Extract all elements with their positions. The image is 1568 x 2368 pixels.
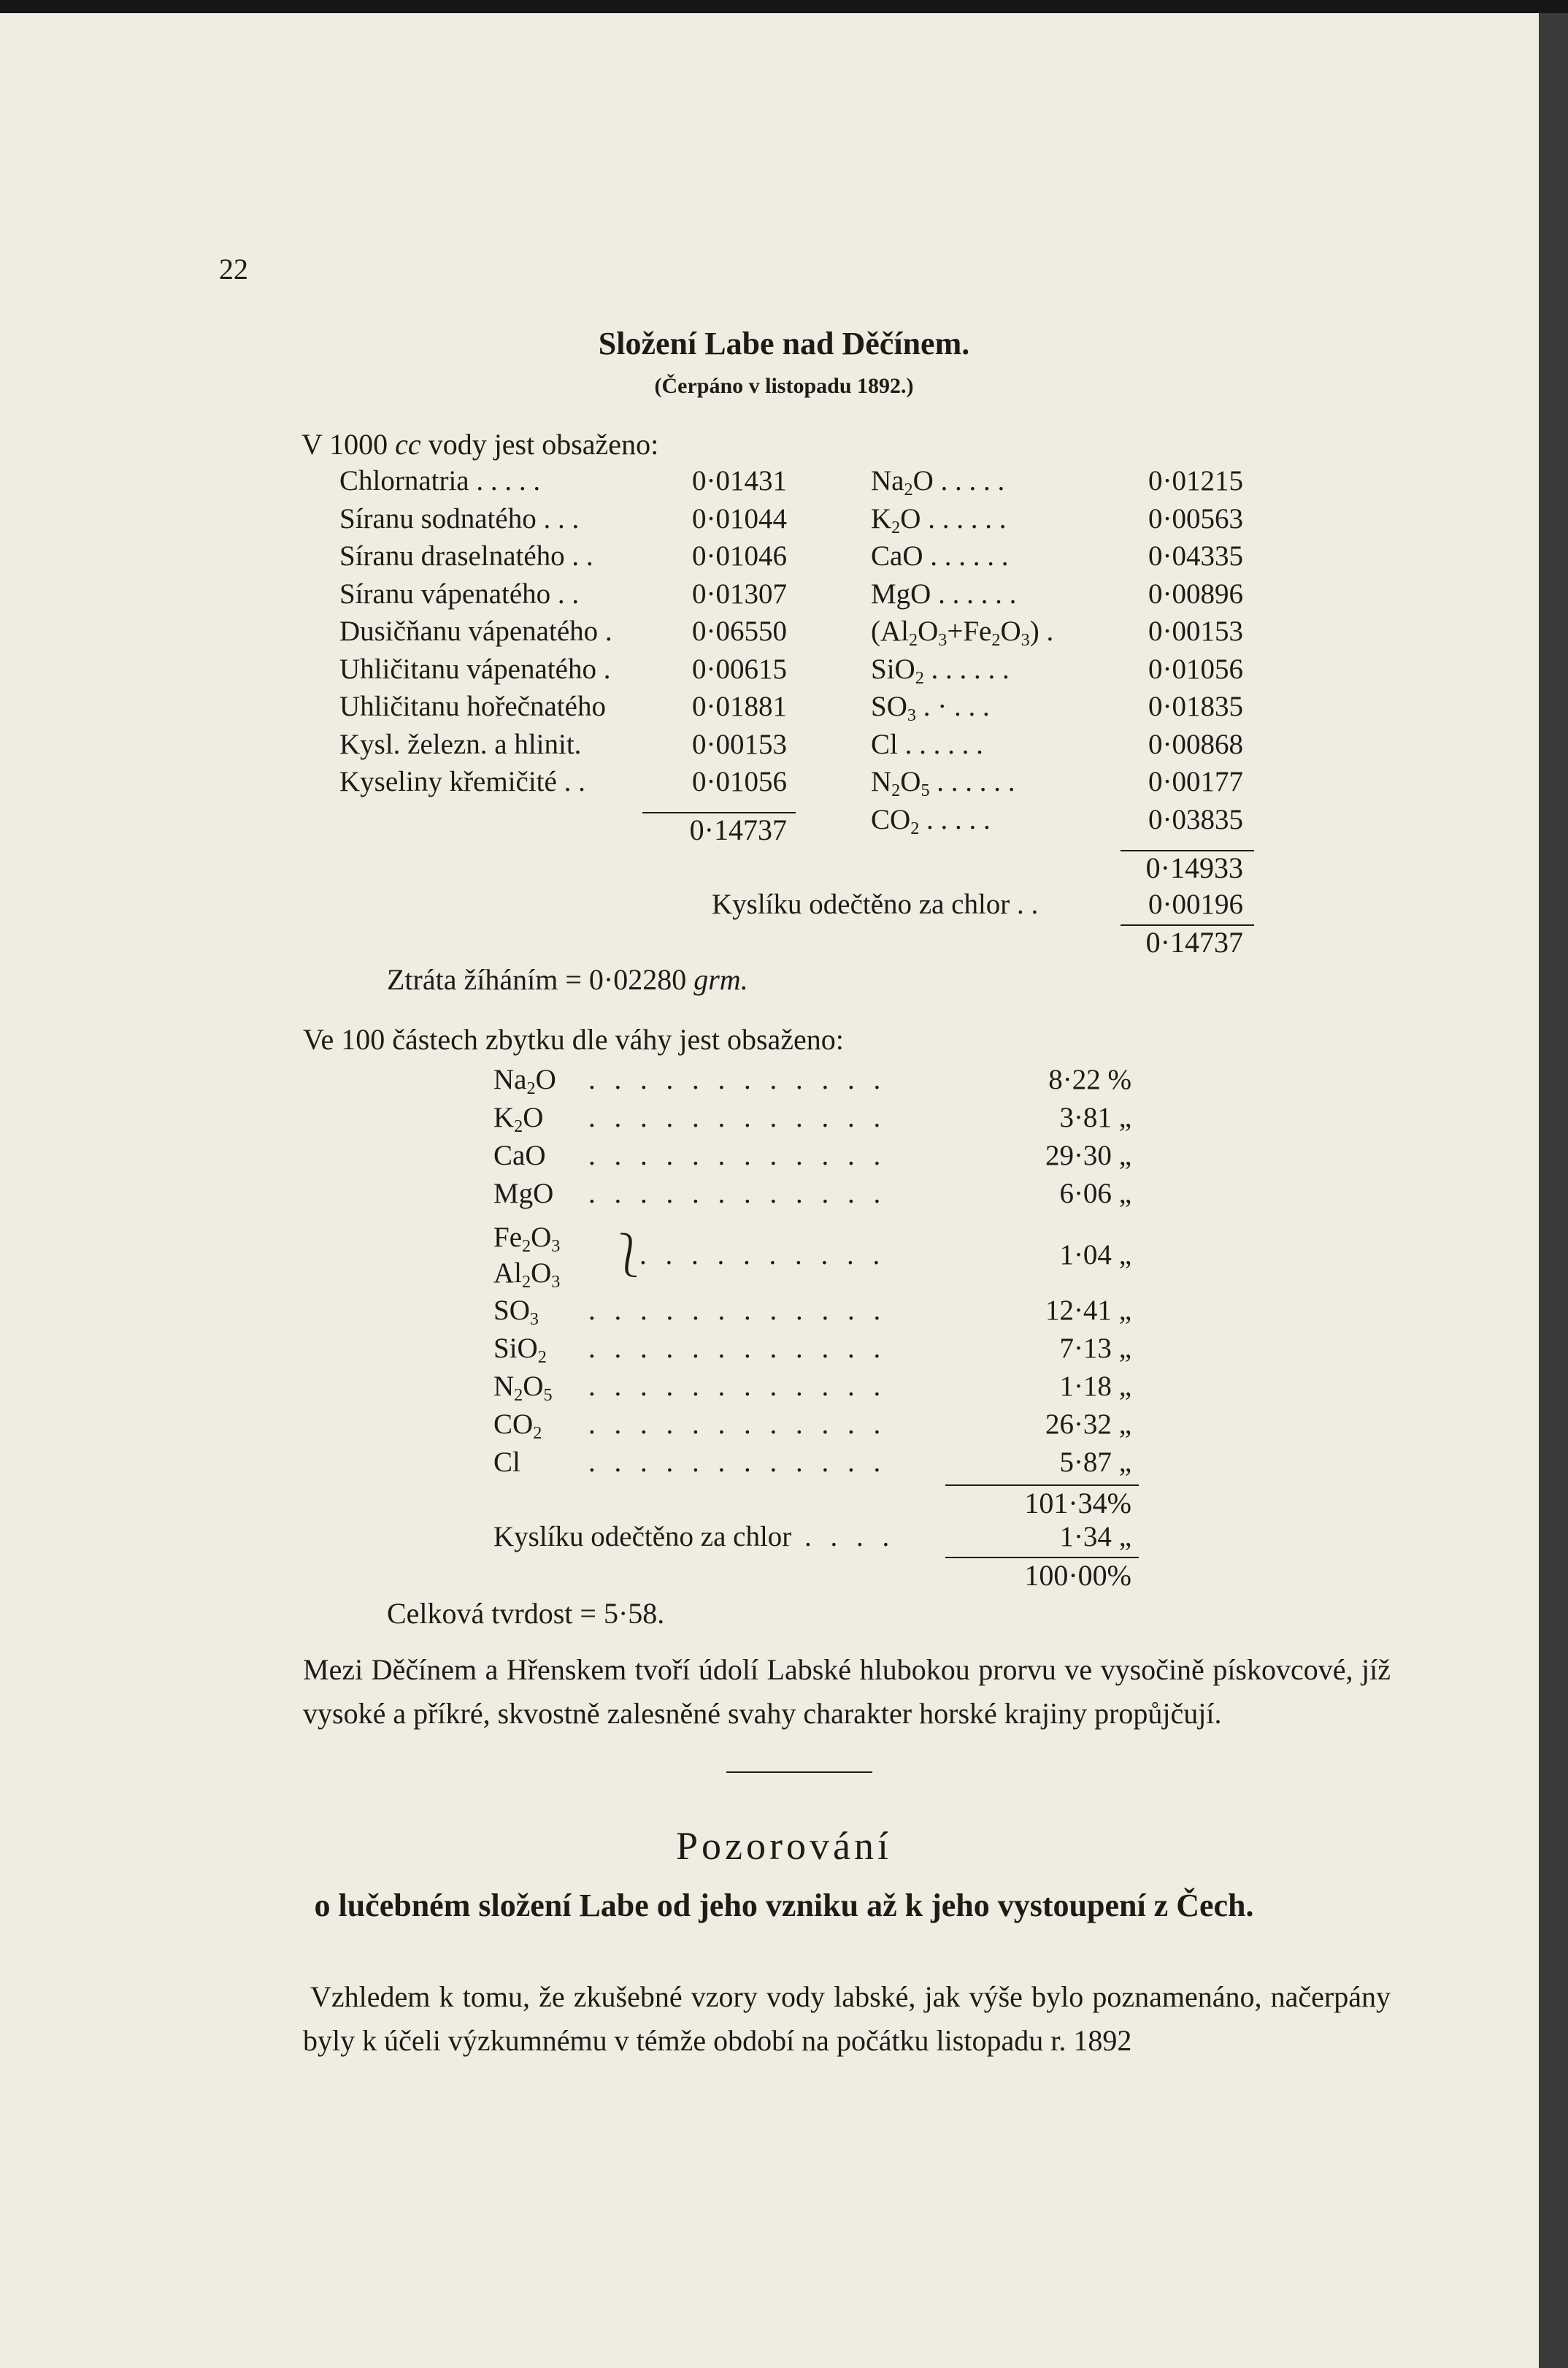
value-number: 5·87 bbox=[1059, 1447, 1112, 1478]
leader-dots: . . . . . . bbox=[923, 653, 1010, 685]
formula-subscript: 2 bbox=[891, 517, 901, 537]
right-net-total: 0·14737 bbox=[1145, 926, 1243, 959]
formula-part: Fe bbox=[493, 1222, 522, 1253]
residue-table-row bbox=[493, 1332, 1131, 1370]
value-unit: „ bbox=[1118, 1409, 1131, 1440]
leader-dots: . . . . . . bbox=[929, 766, 1015, 797]
formula-part: O bbox=[523, 1371, 544, 1402]
compound-name: Síranu sodnatého bbox=[339, 502, 537, 534]
residue-deduction-label: Kyslíku odečtěno za chlor bbox=[493, 1521, 792, 1552]
section-divider bbox=[726, 1771, 872, 1773]
formula-part: O bbox=[531, 1222, 552, 1253]
row-label bbox=[493, 1370, 553, 1406]
row-value bbox=[1059, 1370, 1131, 1403]
formula-subscript: 2 bbox=[514, 1116, 523, 1136]
row-label bbox=[339, 464, 540, 497]
row-label bbox=[493, 1332, 547, 1368]
row-value: 0·01046 bbox=[692, 540, 787, 572]
leader-dots: . . . . . bbox=[469, 465, 541, 497]
formula-part: (Al bbox=[871, 616, 909, 647]
section-subtitle: o lučebném složení Labe od jeho vzniku až k jeho vystoupení z Čech. bbox=[314, 1888, 1254, 1923]
row-label bbox=[871, 540, 1009, 572]
intro-unit: cc bbox=[395, 428, 421, 461]
loss-eq: = bbox=[558, 963, 589, 996]
row-value bbox=[1045, 1139, 1131, 1172]
formula-part: Na bbox=[493, 1064, 527, 1095]
residue-net-value: 100·00 bbox=[1024, 1559, 1107, 1592]
row-label bbox=[871, 464, 1004, 500]
leader-dots: . . bbox=[556, 766, 585, 797]
leader-dots: . . . . . . . . . . . . bbox=[588, 1295, 887, 1326]
leader-dots: . . . . . . . . . . . . bbox=[588, 1140, 887, 1171]
leader-dots: . . . . . . bbox=[897, 728, 983, 760]
value-unit: „ bbox=[1118, 1102, 1131, 1133]
value-unit: „ bbox=[1118, 1371, 1131, 1402]
formula-subscript: 2 bbox=[891, 780, 901, 800]
residue-table-row bbox=[493, 1221, 1131, 1294]
row-value bbox=[1045, 1294, 1131, 1327]
value-unit: „ bbox=[1118, 1239, 1131, 1271]
formula-subscript: 2 bbox=[904, 479, 913, 499]
hardness-line: Celková tvrdost = 5·58. bbox=[387, 1597, 665, 1630]
row-value: 0·01056 bbox=[692, 766, 787, 797]
leader-dots: . . . . . bbox=[933, 465, 1005, 497]
row-label bbox=[339, 540, 593, 572]
leader-dots: . . . . . . bbox=[923, 540, 1009, 572]
row-value bbox=[1045, 1408, 1131, 1441]
value-number: 8·22 bbox=[1048, 1064, 1101, 1095]
paragraph-2: Vzhledem k tomu, že zkušebné vzory vody labské, jak výše bylo poznamenáno, načerpány byly k účeli výzkumnému v témže období na počátku listopadu r. 1892 bbox=[303, 1980, 1391, 2057]
row-label bbox=[871, 803, 991, 839]
formula-subscript: 3 bbox=[551, 1235, 561, 1256]
right-table-row bbox=[871, 653, 1243, 691]
leader-dots: . bbox=[1039, 616, 1054, 647]
left-table-row bbox=[339, 690, 787, 728]
formula-part: O bbox=[535, 1064, 556, 1095]
row-label bbox=[493, 1101, 543, 1137]
leader-dots: . . . . . . . . . . . . bbox=[588, 1064, 887, 1095]
right-table-row bbox=[871, 765, 1243, 803]
right-deduction-value: 0·00196 bbox=[1148, 889, 1243, 920]
right-table-row bbox=[871, 615, 1243, 653]
row-value: 0·00563 bbox=[1148, 502, 1243, 534]
formula-part: O bbox=[900, 502, 921, 534]
leader-dots: . . . bbox=[536, 502, 580, 534]
right-deduction-dots: . . bbox=[1010, 889, 1039, 920]
formula-part: SO bbox=[493, 1295, 530, 1326]
compound-name: Kyseliny křemičité bbox=[339, 766, 557, 797]
residue-total-unit: % bbox=[1107, 1487, 1131, 1520]
formula-subscript: 3 bbox=[551, 1271, 561, 1292]
row-label bbox=[493, 1139, 546, 1172]
formula-part: MgO bbox=[493, 1178, 554, 1209]
formula-subscript: 5 bbox=[543, 1384, 553, 1405]
right-table-row bbox=[871, 578, 1243, 616]
row-value: 0·00615 bbox=[692, 653, 787, 685]
formula-subscript: 2 bbox=[522, 1235, 531, 1256]
row-label bbox=[493, 1063, 556, 1099]
row-value: 0·01431 bbox=[692, 465, 787, 497]
row-value: 0·00868 bbox=[1148, 728, 1243, 760]
residue-total-value: 101·34 bbox=[1024, 1487, 1107, 1520]
leader-dots: . . . . . . . . . . . . bbox=[588, 1333, 887, 1364]
leader-dots: . . . . . bbox=[919, 803, 991, 835]
row-label bbox=[493, 1294, 539, 1330]
value-number: 1·18 bbox=[1059, 1371, 1112, 1402]
value-number: 12·41 bbox=[1045, 1295, 1112, 1326]
value-unit: „ bbox=[1118, 1178, 1131, 1209]
loss-line bbox=[387, 962, 748, 997]
formula-part: O bbox=[918, 616, 939, 647]
row-label bbox=[871, 502, 1006, 538]
formula-part: +Fe bbox=[947, 616, 992, 647]
formula-part: K bbox=[871, 502, 892, 534]
row-label bbox=[339, 502, 579, 535]
left-table-row bbox=[339, 653, 787, 691]
loss-value: 0·02280 bbox=[588, 963, 687, 996]
formula-subscript: 2 bbox=[991, 629, 1001, 650]
formula-part: N bbox=[493, 1371, 515, 1402]
compound-name: Dusičňanu vápenatého bbox=[339, 616, 599, 647]
formula-subscript: 2 bbox=[910, 818, 920, 838]
row-label bbox=[493, 1221, 560, 1292]
row-value: 0·01881 bbox=[692, 691, 787, 722]
row-label bbox=[871, 653, 1010, 689]
formula-subscript: 2 bbox=[915, 667, 924, 688]
compound-name: Chlornatria bbox=[339, 465, 469, 497]
residue-table-row bbox=[493, 1063, 1131, 1101]
value-number: 26·32 bbox=[1045, 1409, 1112, 1440]
row-label bbox=[339, 653, 610, 686]
residue-net-total bbox=[945, 1558, 1131, 1593]
formula-subscript: 2 bbox=[526, 1078, 536, 1098]
section-title: Pozorování bbox=[676, 1824, 892, 1868]
formula-subscript: 3 bbox=[1021, 629, 1030, 650]
row-value bbox=[1059, 1101, 1131, 1134]
row-label bbox=[493, 1446, 520, 1479]
right-table-row bbox=[871, 690, 1243, 728]
leader-dots: . bbox=[598, 616, 612, 647]
leader-dots: . . . . . . . . . . . . bbox=[588, 1371, 887, 1402]
formula-part: O bbox=[1000, 616, 1021, 647]
leader-dots: . . . . . . . . . . . . bbox=[588, 1178, 887, 1209]
value-unit: „ bbox=[1118, 1295, 1131, 1326]
formula-part: CaO bbox=[493, 1140, 546, 1171]
right-total: 0·14933 bbox=[1145, 851, 1243, 884]
row-value bbox=[1059, 1177, 1131, 1210]
row-value: 0·00153 bbox=[1148, 616, 1243, 647]
residue-total bbox=[945, 1486, 1131, 1520]
compound-name: Uhličitanu vápenatého bbox=[339, 653, 596, 685]
row-label bbox=[339, 728, 581, 761]
formula-part: N bbox=[871, 766, 892, 797]
left-table-row bbox=[339, 765, 787, 803]
residue-table-row bbox=[493, 1139, 1131, 1177]
page-title: Složení Labe nad Děčínem. bbox=[598, 326, 970, 361]
row-value bbox=[1059, 1332, 1131, 1365]
value-number: 7·13 bbox=[1059, 1333, 1112, 1364]
right-table-row bbox=[871, 728, 1243, 766]
formula-part: SiO bbox=[493, 1333, 538, 1364]
residue-table-row bbox=[493, 1446, 1131, 1484]
formula-part: Cl bbox=[493, 1447, 520, 1478]
leader-dots: . bbox=[596, 653, 611, 685]
row-label bbox=[871, 765, 1015, 801]
left-table-row bbox=[339, 615, 787, 653]
formula-subscript: 5 bbox=[921, 780, 930, 800]
formula-part: Na bbox=[871, 465, 904, 497]
right-deduction-label: Kyslíku odečtěno za chlor bbox=[712, 889, 1010, 920]
left-table-row bbox=[339, 578, 787, 616]
row-value bbox=[1048, 1063, 1131, 1096]
row-value: 0·01835 bbox=[1148, 691, 1243, 722]
residue-table-row bbox=[493, 1177, 1131, 1215]
row-value: 0·01044 bbox=[692, 502, 787, 534]
row-label bbox=[339, 615, 612, 648]
row-label bbox=[871, 690, 990, 726]
row-value: 0·01215 bbox=[1148, 465, 1243, 497]
left-table-row bbox=[339, 728, 787, 766]
formula-part: CO bbox=[493, 1409, 534, 1440]
right-table-row bbox=[871, 540, 1243, 578]
residue-deduction-unit: „ bbox=[1118, 1521, 1131, 1552]
leader-dots: . . bbox=[564, 540, 593, 572]
leader-dots: . . . . . . . . . . . . bbox=[588, 1447, 887, 1478]
right-table-row bbox=[871, 803, 1243, 841]
formula-part: O bbox=[523, 1102, 544, 1133]
formula-part: SiO bbox=[871, 653, 915, 685]
formula-subscript: 3 bbox=[907, 705, 916, 725]
value-unit: „ bbox=[1118, 1333, 1131, 1364]
formula-part: Al bbox=[493, 1257, 522, 1289]
row-label bbox=[339, 690, 606, 723]
formula-subscript: 2 bbox=[522, 1271, 531, 1292]
leader-dots: . . . . . . . . . . . . bbox=[588, 1409, 887, 1440]
formula-subscript: 2 bbox=[514, 1384, 523, 1405]
row-value: 0·00153 bbox=[692, 728, 787, 760]
formula-line bbox=[493, 1257, 560, 1292]
leader-dots: . . . . . . bbox=[931, 578, 1017, 610]
compound-name: Síranu vápenatého bbox=[339, 578, 551, 610]
compound-name: Síranu draselnatého bbox=[339, 540, 565, 572]
row-label bbox=[493, 1177, 553, 1210]
leader-dots: . . . . . . . . . . . . bbox=[588, 1102, 887, 1133]
right-table-row bbox=[871, 502, 1243, 540]
row-label bbox=[871, 728, 983, 761]
residue-net-unit: % bbox=[1107, 1559, 1131, 1592]
residue-table-row bbox=[493, 1370, 1131, 1408]
row-value: 0·06550 bbox=[692, 616, 787, 647]
left-table-row bbox=[339, 540, 787, 578]
row-value: 0·00896 bbox=[1148, 578, 1243, 610]
residue-table-row bbox=[493, 1294, 1131, 1332]
row-value: 0·00177 bbox=[1148, 766, 1243, 797]
right-deduction-row bbox=[712, 888, 1243, 926]
row-value: 0·03835 bbox=[1148, 803, 1243, 835]
leader-dots: . . . . . . bbox=[921, 502, 1007, 534]
right-table-row bbox=[871, 464, 1243, 502]
leader-dots: . · . . . bbox=[915, 691, 990, 722]
value-unit: % bbox=[1107, 1064, 1131, 1095]
residue-intro: Ve 100 částech zbytku dle váhy jest obsaženo: bbox=[303, 1023, 844, 1056]
formula-subscript: 3 bbox=[529, 1308, 539, 1329]
row-value: 0·04335 bbox=[1148, 540, 1243, 572]
formula-part: Cl bbox=[871, 728, 898, 760]
value-number: 29·30 bbox=[1045, 1140, 1112, 1171]
formula-subscript: 2 bbox=[533, 1422, 542, 1443]
loss-label: Ztráta žíháním bbox=[387, 963, 558, 996]
formula-part: O bbox=[531, 1257, 552, 1289]
row-label bbox=[871, 615, 1053, 651]
leader-dots: . . bbox=[550, 578, 580, 610]
residue-table-row bbox=[493, 1408, 1131, 1446]
formula-part: ) bbox=[1029, 616, 1039, 647]
row-label bbox=[493, 1408, 542, 1444]
row-label bbox=[339, 765, 585, 798]
leader-dots: . . . . . . . . . . bbox=[639, 1239, 886, 1271]
value-number: 3·81 bbox=[1059, 1102, 1112, 1133]
formula-part: K bbox=[493, 1102, 515, 1133]
residue-deduction-row: Kyslíku odečtěno za chlor . . . . 1·34 „ bbox=[493, 1521, 1131, 1552]
value-unit: „ bbox=[1118, 1447, 1131, 1478]
formula-part: MgO bbox=[871, 578, 931, 610]
formula-subscript: 2 bbox=[909, 629, 918, 650]
formula-part: O bbox=[912, 465, 934, 497]
row-label bbox=[871, 578, 1016, 610]
formula-line bbox=[493, 1221, 560, 1257]
row-value: 0·01307 bbox=[692, 578, 787, 610]
row-value bbox=[1059, 1238, 1131, 1271]
residue-deduction-value: 1·34 bbox=[1059, 1521, 1112, 1552]
row-label bbox=[339, 578, 579, 610]
page-edge bbox=[1539, 13, 1568, 2368]
compound-name: Uhličitanu hořečnatého bbox=[339, 691, 606, 722]
left-table-row bbox=[339, 502, 787, 540]
page-subtitle: (Čerpáno v listopadu 1892.) bbox=[654, 374, 914, 398]
bracket-left: ⎱ bbox=[607, 1232, 650, 1279]
residue-table-row bbox=[493, 1101, 1131, 1139]
compound-name: Kysl. železn. a hlinit. bbox=[339, 728, 582, 760]
intro-suffix: vody jest obsaženo: bbox=[420, 428, 659, 461]
row-value bbox=[1059, 1446, 1131, 1479]
left-table-row bbox=[339, 464, 787, 502]
formula-part: CaO bbox=[871, 540, 923, 572]
formula-part: SO bbox=[871, 691, 907, 722]
value-number: 1·04 bbox=[1059, 1239, 1112, 1271]
intro-prefix: V 1000 bbox=[301, 428, 396, 461]
formula-part: CO bbox=[871, 803, 911, 835]
row-value: 0·01056 bbox=[1148, 653, 1243, 685]
value-unit: „ bbox=[1118, 1140, 1131, 1171]
formula-subscript: 3 bbox=[938, 629, 948, 650]
intro-line bbox=[301, 427, 658, 461]
formula-subscript: 2 bbox=[537, 1346, 547, 1367]
value-number: 6·06 bbox=[1059, 1178, 1112, 1209]
left-total: 0·14737 bbox=[689, 813, 787, 846]
paragraph-1: Mezi Děčínem a Hřenskem tvoří údolí Labské hlubokou prorvu ve vysočině pískovcové, jíž vysoké a příkré, skvostně zalesněné svahy charakter horské krajiny propůjčují. bbox=[303, 1653, 1391, 1730]
formula-part: O bbox=[900, 766, 921, 797]
loss-unit: grm. bbox=[686, 963, 748, 996]
page-number: 22 bbox=[219, 253, 248, 286]
